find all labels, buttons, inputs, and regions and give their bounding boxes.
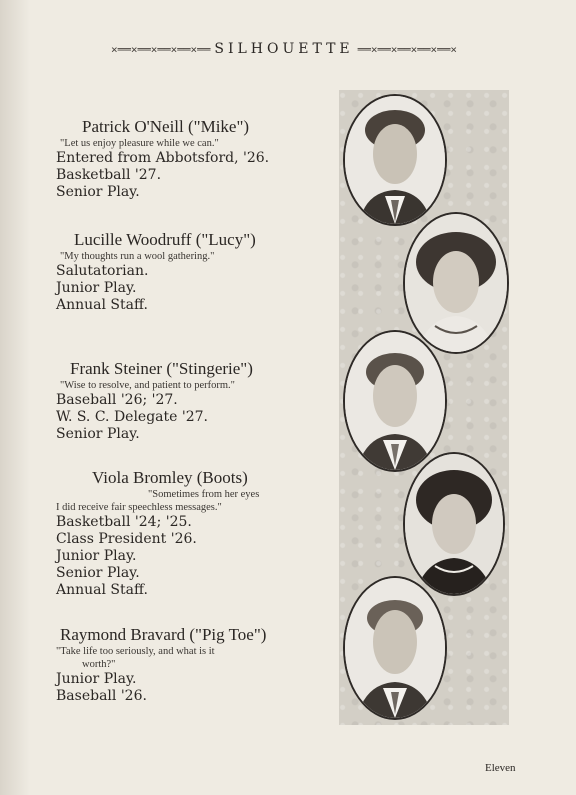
student-name: Raymond Bravard ("Pig Toe") bbox=[60, 625, 267, 644]
student-name: Frank Steiner ("Stingerie") bbox=[70, 359, 253, 378]
senior-entry-oneill bbox=[56, 117, 316, 201]
student-quote: "Wise to resolve, and patient to perform." bbox=[60, 380, 235, 391]
activity-line: Basketball '27. bbox=[56, 167, 162, 183]
student-name: Lucille Woodruff ("Lucy") bbox=[74, 230, 256, 249]
portrait-photo-bromley bbox=[403, 452, 505, 596]
student-quote-line1: "Take life too seriously, and what is it bbox=[56, 646, 215, 657]
senior-entry-woodruff bbox=[56, 230, 316, 314]
senior-entry-bravard bbox=[56, 625, 316, 705]
student-name: Patrick O'Neill ("Mike") bbox=[82, 117, 250, 136]
activity-line: Junior Play. bbox=[56, 671, 137, 687]
page-header bbox=[34, 38, 534, 60]
header-ornament-left: ×══×══×══×══×══ bbox=[111, 42, 211, 56]
portrait-photo-oneill bbox=[343, 94, 447, 226]
student-quote-line2: I did receive fair speechless messages." bbox=[56, 502, 222, 513]
activity-line: Junior Play. bbox=[56, 280, 137, 296]
portrait-photo-woodruff bbox=[403, 212, 509, 354]
student-quote: "My thoughts run a wool gathering." bbox=[60, 251, 215, 262]
portrait-photo-bravard bbox=[343, 576, 447, 720]
activity-line: Senior Play. bbox=[56, 184, 140, 200]
senior-entry-bromley bbox=[56, 468, 316, 599]
page-number: Eleven bbox=[485, 762, 516, 774]
activity-line: Class President '26. bbox=[56, 531, 197, 547]
student-name: Viola Bromley (Boots) bbox=[92, 468, 248, 487]
activity-line: Baseball '26. bbox=[56, 688, 147, 704]
portrait-panel bbox=[339, 90, 509, 725]
student-quote: "Let us enjoy pleasure while we can." bbox=[60, 138, 219, 149]
activity-line: Junior Play. bbox=[56, 548, 137, 564]
portrait-photo-steiner bbox=[343, 330, 447, 472]
activity-line: Baseball '26; '27. bbox=[56, 392, 178, 408]
senior-entry-steiner bbox=[56, 359, 316, 443]
student-quote-line2: worth?" bbox=[82, 659, 116, 670]
activity-line: Senior Play. bbox=[56, 565, 140, 581]
activity-line: Annual Staff. bbox=[56, 582, 148, 598]
header-title: SILHOUETTE bbox=[214, 41, 354, 57]
page-binding-shadow bbox=[0, 0, 30, 795]
student-quote-line1: "Sometimes from her eyes bbox=[148, 489, 260, 500]
activity-line: Senior Play. bbox=[56, 426, 140, 442]
activity-line: Entered from Abbotsford, '26. bbox=[56, 150, 270, 166]
activity-line: Annual Staff. bbox=[56, 297, 148, 313]
activity-line: W. S. C. Delegate '27. bbox=[56, 409, 209, 425]
activity-line: Basketball '24; '25. bbox=[56, 514, 192, 530]
header-ornament-right: ══×══×══×══×══× bbox=[357, 42, 457, 56]
activity-line: Salutatorian. bbox=[56, 263, 149, 279]
